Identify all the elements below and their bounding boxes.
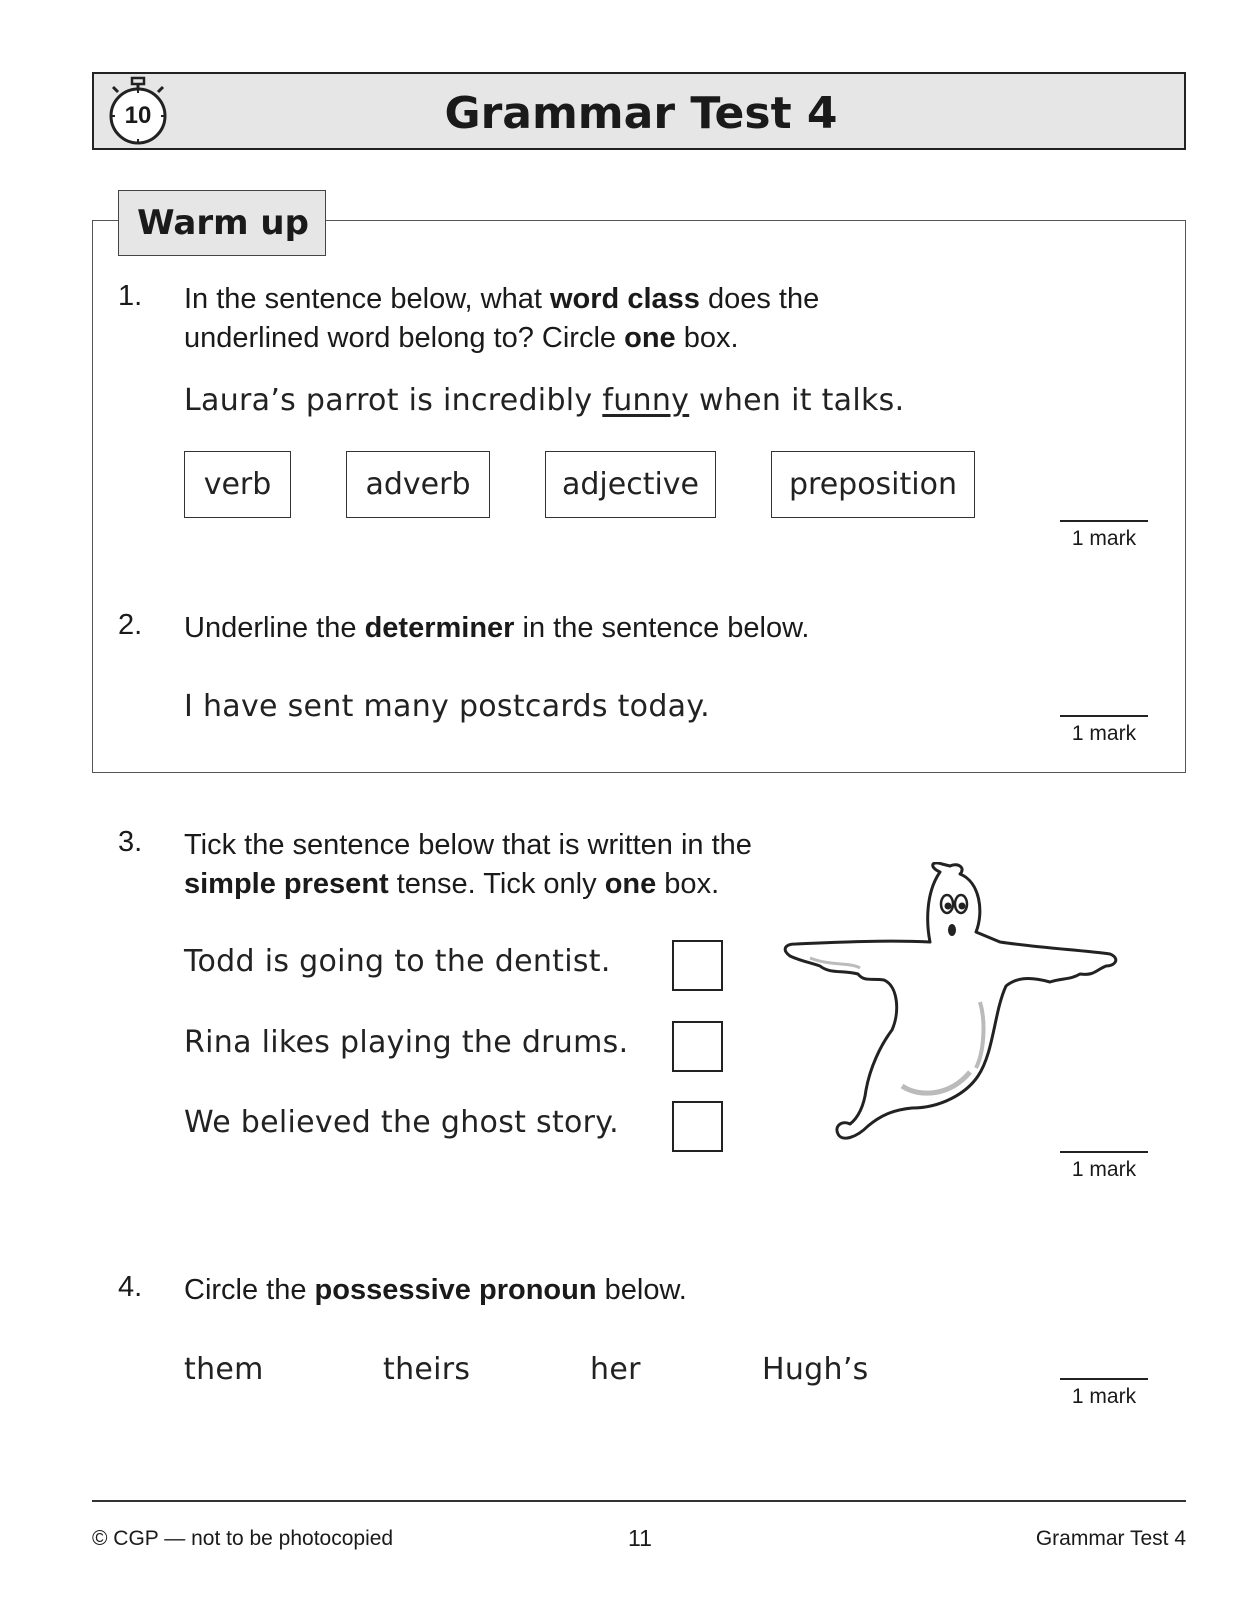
page-number: 11: [628, 1525, 652, 1551]
q4-mark: 1 mark: [1071, 1385, 1137, 1408]
q2-mark-line: [1060, 715, 1148, 717]
q4-number: 4.: [118, 1271, 143, 1303]
q4-mark-line: [1060, 1378, 1148, 1380]
q4-word-hughs[interactable]: Hugh’s: [762, 1352, 869, 1387]
option-preposition[interactable]: preposition: [771, 451, 975, 518]
title-bar: [92, 72, 1186, 150]
q3-sentence-2: Rina likes playing the drums.: [184, 1025, 629, 1060]
q3-sentence-1: Todd is going to the dentist.: [184, 944, 611, 979]
q2-sentence[interactable]: I have sent many postcards today.: [184, 689, 710, 724]
q3-prompt: Tick the sentence below that is written in the simple present tense. Tick only one box.: [184, 829, 752, 900]
q1-prompt: In the sentence below, what word class does the underlined word belong to? Circle one box.: [184, 283, 820, 354]
q3-tick-box-2[interactable]: [672, 1021, 723, 1072]
q2-prompt: Underline the determiner in the sentence below.: [184, 612, 810, 644]
q1-mark-line: [1060, 520, 1148, 522]
footer-section: Grammar Test 4: [1035, 1527, 1186, 1550]
timer-minutes: 10: [124, 102, 152, 129]
q2-mark: 1 mark: [1071, 722, 1137, 745]
underlined-word: funny: [602, 383, 690, 418]
q3-mark-line: [1060, 1151, 1148, 1153]
footer-copyright: © CGP — not to be photocopied: [92, 1527, 394, 1550]
option-adjective[interactable]: adjective: [545, 451, 716, 518]
q1-mark: 1 mark: [1071, 527, 1137, 550]
option-verb[interactable]: verb: [184, 451, 291, 518]
warmup-label: Warm up: [137, 203, 309, 243]
q4-word-theirs[interactable]: theirs: [383, 1352, 471, 1387]
q3-tick-box-3[interactable]: [672, 1101, 723, 1152]
q3-number: 3.: [118, 826, 143, 858]
option-adverb[interactable]: adverb: [346, 451, 490, 518]
footer-rule: [92, 1500, 1186, 1502]
page-title: Grammar Test 4: [444, 88, 838, 139]
warmup-tab: [118, 190, 326, 256]
q3-mark: 1 mark: [1071, 1158, 1137, 1181]
q4-prompt: Circle the possessive pronoun below.: [184, 1274, 687, 1306]
q3-tick-box-1[interactable]: [672, 940, 723, 991]
q3-sentence-3: We believed the ghost story.: [184, 1105, 619, 1140]
q2-number: 2.: [118, 609, 143, 641]
q1-number: 1.: [118, 280, 143, 312]
q4-word-them[interactable]: them: [184, 1352, 264, 1387]
q4-word-her[interactable]: her: [590, 1352, 641, 1387]
ghost-illustration: [780, 862, 1140, 1152]
q1-sentence: Laura’s parrot is incredibly funny when it talks.: [184, 383, 905, 418]
